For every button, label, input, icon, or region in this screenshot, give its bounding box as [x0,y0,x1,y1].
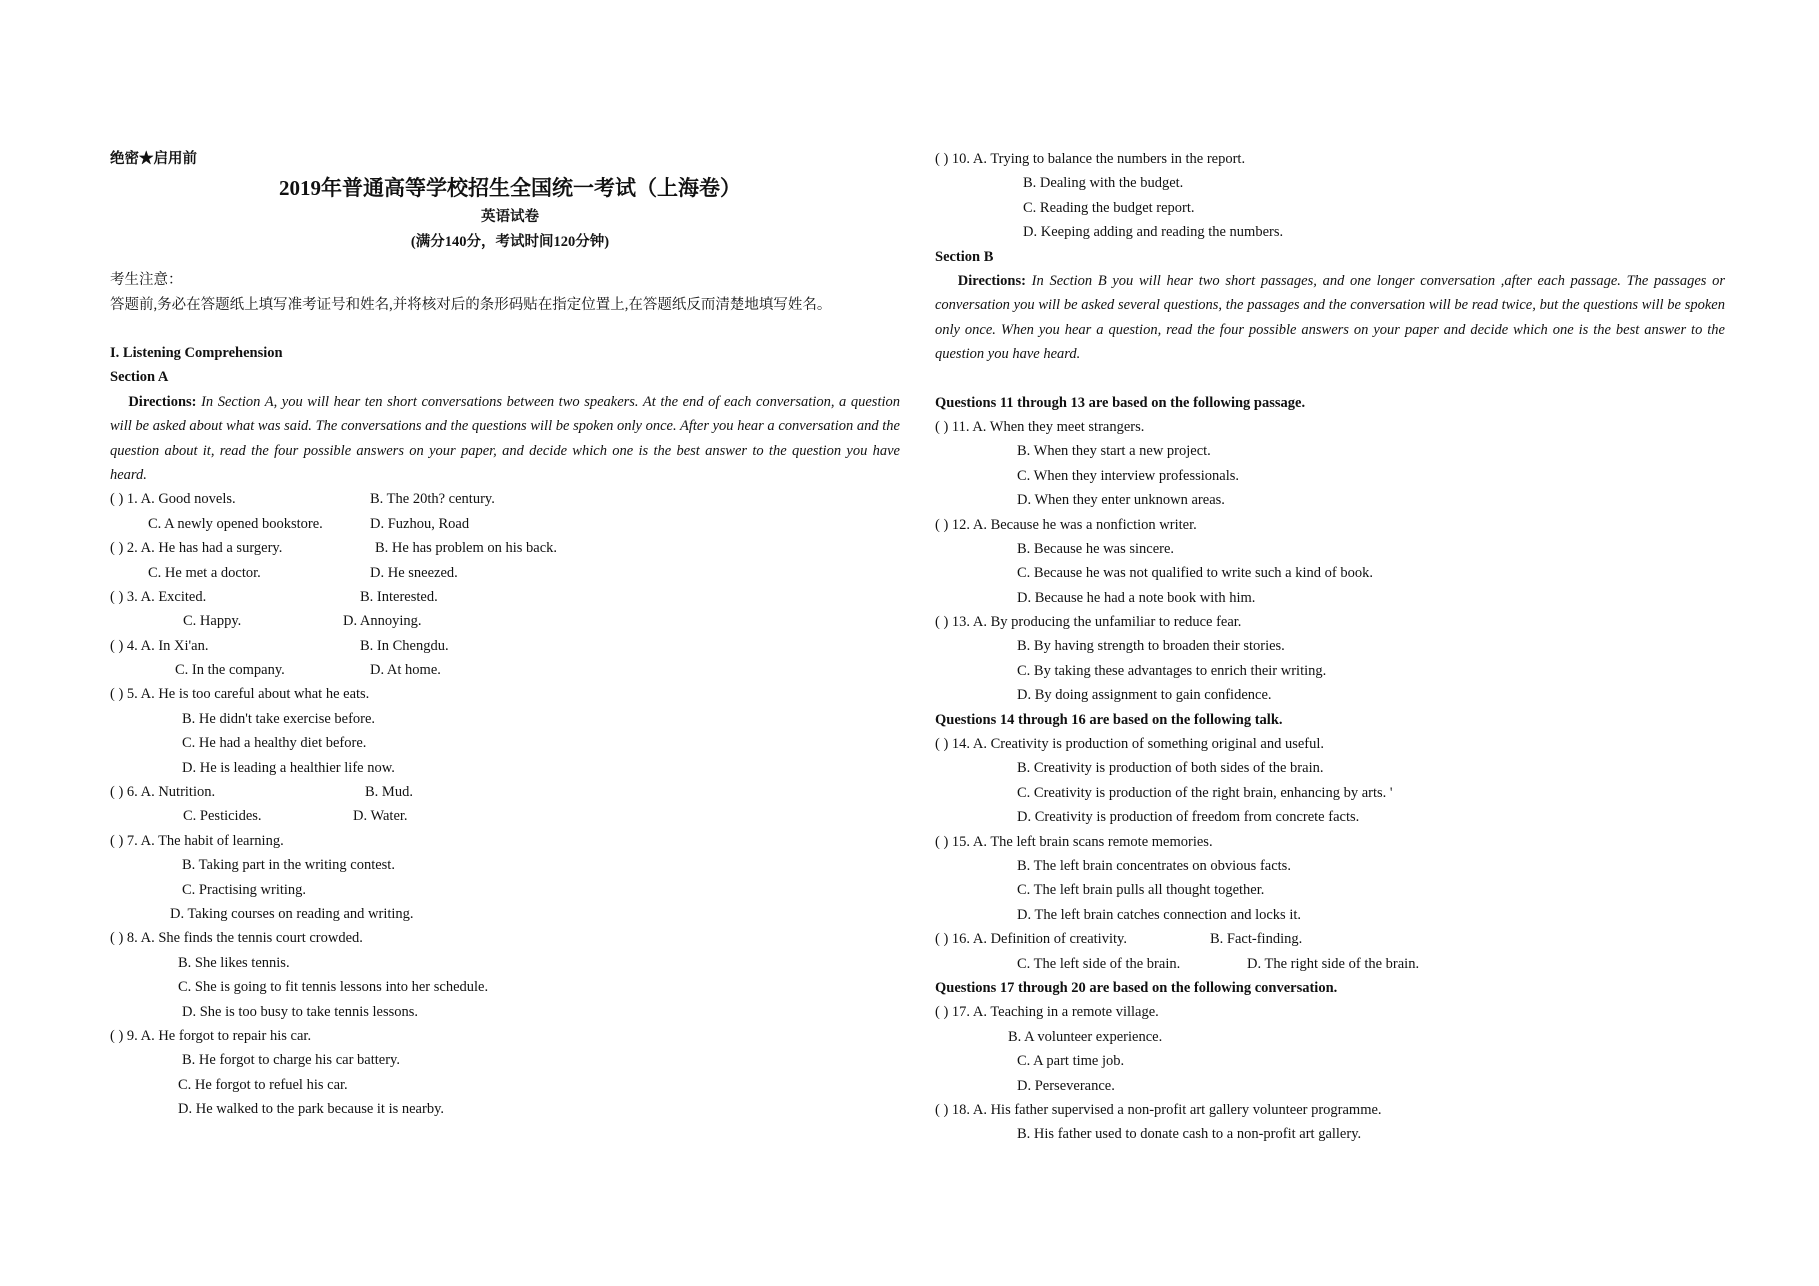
question-line [110,853,910,877]
part-heading: I. Listening Comprehension [110,344,283,361]
option-text: C. By taking these advantages to enrich their writing. [1017,662,1327,679]
question-group-heading [935,391,1735,415]
question-line [110,536,910,560]
option-text: C. Practising writing. [182,881,307,898]
option-text: B. The left brain concentrates on obvious facts. [1017,858,1291,874]
option-text: B. Dealing with the budget. [1023,175,1184,192]
question-group-heading [935,708,1735,732]
option-text: B. Because he was sincere. [1017,540,1175,557]
option-text: B. When they start a new project. [1017,443,1211,460]
option-text: D. Taking courses on reading and writing. [170,906,414,922]
option-text: B. Interested. [360,588,438,605]
question-line [935,732,1735,756]
option-text: D. When they enter unknown areas. [1017,492,1225,509]
question-line [935,927,1735,951]
option-text: C. Creativity is production of the right brain, enhancing by arts. ' [1017,784,1393,801]
option-text: B. He didn't take exercise before. [182,710,376,727]
option-text: ( ) 7. A. The habit of learning. [110,832,284,849]
option-text: D. The left brain catches connection and locks it. [1017,906,1301,923]
question-line [935,659,1735,683]
option-text: B. Creativity is production of both sides of the brain. [1017,760,1324,777]
section-b-directions [935,269,1725,367]
option-text: D. He walked to the park because it is nearby. [178,1101,445,1118]
question-line [110,658,910,682]
option-text: ( ) 1. A. Good novels. [110,491,236,508]
question-line [110,926,910,950]
notice-text: 答题前,务必在答题纸上填写准考证号和姓名,并将核对后的条形码贴在指定位置上,在答题纸反而清楚地填写姓名。 [110,296,832,313]
option-text: ( ) 13. A. By producing the unfamiliar to reduce fear. [935,614,1242,631]
question-line [935,196,1735,220]
question-line [935,1098,1735,1122]
option-text: C. Happy. [183,613,242,630]
question-line [935,561,1735,585]
option-text: ( ) 2. A. He has had a surgery. [110,540,283,557]
option-text: B. His father used to donate cash to a non-profit art gallery. [1017,1126,1362,1143]
question-line [110,780,910,804]
option-text: B. He has problem on his back. [375,540,558,557]
option-text: C. A part time job. [1017,1053,1125,1070]
question-line [935,878,1735,902]
option-text: B. Fact-finding. [1210,931,1303,948]
question-line [110,804,910,828]
question-line [110,1024,910,1048]
question-line [935,610,1735,634]
question-line [935,586,1735,610]
option-text: ( ) 5. A. He is too careful about what he eats. [110,686,370,703]
option-text: D. Fuzhou, Road [370,515,470,532]
option-text: D. He sneezed. [370,564,458,581]
question-line [110,1073,910,1097]
left-column [110,147,910,1122]
option-text: ( ) 11. A. When they meet strangers. [935,418,1145,435]
directions-lead: Directions: [957,272,1026,289]
option-text: D. At home. [370,662,441,679]
option-text: Questions 17 through 20 are based on the following conversation. [935,979,1338,996]
option-text: D. Because he had a note book with him. [1017,589,1256,606]
question-line [935,537,1735,561]
question-line [935,171,1735,195]
option-text: D. Perseverance. [1017,1077,1115,1094]
option-text: B. Taking part in the writing contest. [182,857,395,874]
option-text: C. When they interview professionals. [1017,467,1240,484]
question-line [935,634,1735,658]
option-text: ( ) 8. A. She finds the tennis court crowded. [110,930,363,947]
option-text: B. In Chengdu. [360,637,449,654]
question-line [935,513,1735,537]
option-text: ( ) 18. A. His father supervised a non-profit art gallery volunteer programme. [935,1101,1382,1118]
option-text: B. She likes tennis. [178,954,290,971]
question-line [935,1122,1735,1146]
question-line [110,707,910,731]
directions-text: In Section B you will hear two short passages, and one longer conversation ,after each passage. The passages or conversation you will be asked several questions, the passages and the conversation will be read twice, but the questions will be spoken only once. When you hear a question, read the four possible answers on your paper and decide which one is the best answer to the question you have heard. [935,272,1725,363]
question-line [110,1097,910,1121]
question-line [110,951,910,975]
option-text: ( ) 9. A. He forgot to repair his car. [110,1027,312,1044]
option-text: C. Pesticides. [183,808,262,825]
option-text: ( ) 10. A. Trying to balance the numbers in the report. [935,151,1246,167]
option-text: D. Keeping adding and reading the numbers. [1023,224,1284,241]
option-text: ( ) 16. A. Definition of creativity. [935,931,1127,948]
section-b-questions [935,391,1735,1147]
question-line [110,829,910,853]
option-text: ( ) 12. A. Because he was a nonfiction writer. [935,516,1197,533]
option-text: B. The 20th? century. [370,491,495,508]
question-line [935,805,1735,829]
option-text: B. By having strength to broaden their stories. [1017,638,1285,655]
option-text: B. He forgot to charge his car battery. [182,1052,400,1069]
question-line [935,464,1735,488]
question-line [935,1025,1735,1049]
question-line [935,756,1735,780]
directions-lead: Directions: [128,393,197,410]
question-line [935,903,1735,927]
question-line [110,561,910,585]
section-a-questions [110,487,910,1121]
option-text: ( ) 15. A. The left brain scans remote memories. [935,833,1213,850]
option-text: C. A newly opened bookstore. [148,515,323,532]
exam-subject: 英语试卷 [481,209,539,226]
question-line [935,854,1735,878]
question-line [110,487,910,511]
option-text: Questions 11 through 13 are based on the following passage. [935,394,1306,411]
option-text: D. Water. [353,808,408,825]
question-line [110,878,910,902]
question-line [935,952,1735,976]
question-line [935,488,1735,512]
option-text: D. He is leading a healthier life now. [182,759,395,776]
option-text: C. Because he was not qualified to write such a kind of book. [1017,565,1373,582]
option-text: B. A volunteer experience. [1008,1028,1163,1045]
question-line [935,1074,1735,1098]
notice-label: 考生注意： [110,272,183,289]
question-line [110,585,910,609]
question-line [935,1000,1735,1024]
question-line [935,220,1735,244]
question-line [110,731,910,755]
confidential-label: 绝密★启用前 [110,151,197,167]
exam-title: 2019年普通高等学校招生全国统一考试（上海卷） [279,176,741,201]
question-line [935,147,1735,171]
option-text: B. Mud. [365,784,413,801]
option-text: C. He forgot to refuel his car. [178,1076,348,1093]
option-text: C. He met a doctor. [148,564,261,581]
question-line [110,634,910,658]
option-text: C. The left side of the brain. [1017,955,1181,972]
question-line [110,1000,910,1024]
question-line [110,1048,910,1072]
option-text: C. She is going to fit tennis lessons into her schedule. [178,979,489,996]
option-text: ( ) 17. A. Teaching in a remote village. [935,1004,1159,1021]
option-text: C. In the company. [175,662,285,679]
question-line [110,512,910,536]
option-text: D. Annoying. [343,613,422,630]
option-text: Questions 14 through 16 are based on the following talk. [935,711,1283,728]
score-time: (满分140分，考试时间120分钟) [410,233,610,250]
directions-text: In Section A, you will hear ten short conversations between two speakers. At the end of each conversation, a question will be asked about what was said. The conversations and the questions will be spoken only once. After you hear a conversation and the question about it, read the four possible answers on your paper, and decide which one is the best answer to the question you have heard. [110,393,900,483]
question-line [110,682,910,706]
option-text: ( ) 3. A. Excited. [110,588,207,605]
option-text: D. Creativity is production of freedom from concrete facts. [1017,809,1360,826]
option-text: D. By doing assignment to gain confidence. [1017,687,1272,704]
section-a-directions [110,390,900,488]
section-a-label: Section A [110,369,169,386]
question-line [935,781,1735,805]
question-line [935,830,1735,854]
option-text: ( ) 4. A. In Xi'an. [110,637,209,654]
question-line [110,975,910,999]
section-b-label: Section B [935,248,994,265]
question-line [935,439,1735,463]
question-line [110,756,910,780]
option-text: C. Reading the budget report. [1023,199,1195,216]
question-group-heading [935,976,1735,1000]
option-text: ( ) 14. A. Creativity is production of something original and useful. [935,736,1325,753]
option-text: C. He had a healthy diet before. [182,735,367,752]
question-line [110,609,910,633]
option-text: D. She is too busy to take tennis lessons. [182,1003,419,1020]
option-text: D. The right side of the brain. [1247,955,1420,972]
question-line [935,415,1735,439]
option-text: ( ) 6. A. Nutrition. [110,784,216,801]
option-text: C. The left brain pulls all thought together. [1017,882,1265,899]
question-line [935,683,1735,707]
right-column [935,147,1735,1147]
question-line [110,902,910,926]
question-line [935,1049,1735,1073]
question-10 [935,147,1735,245]
